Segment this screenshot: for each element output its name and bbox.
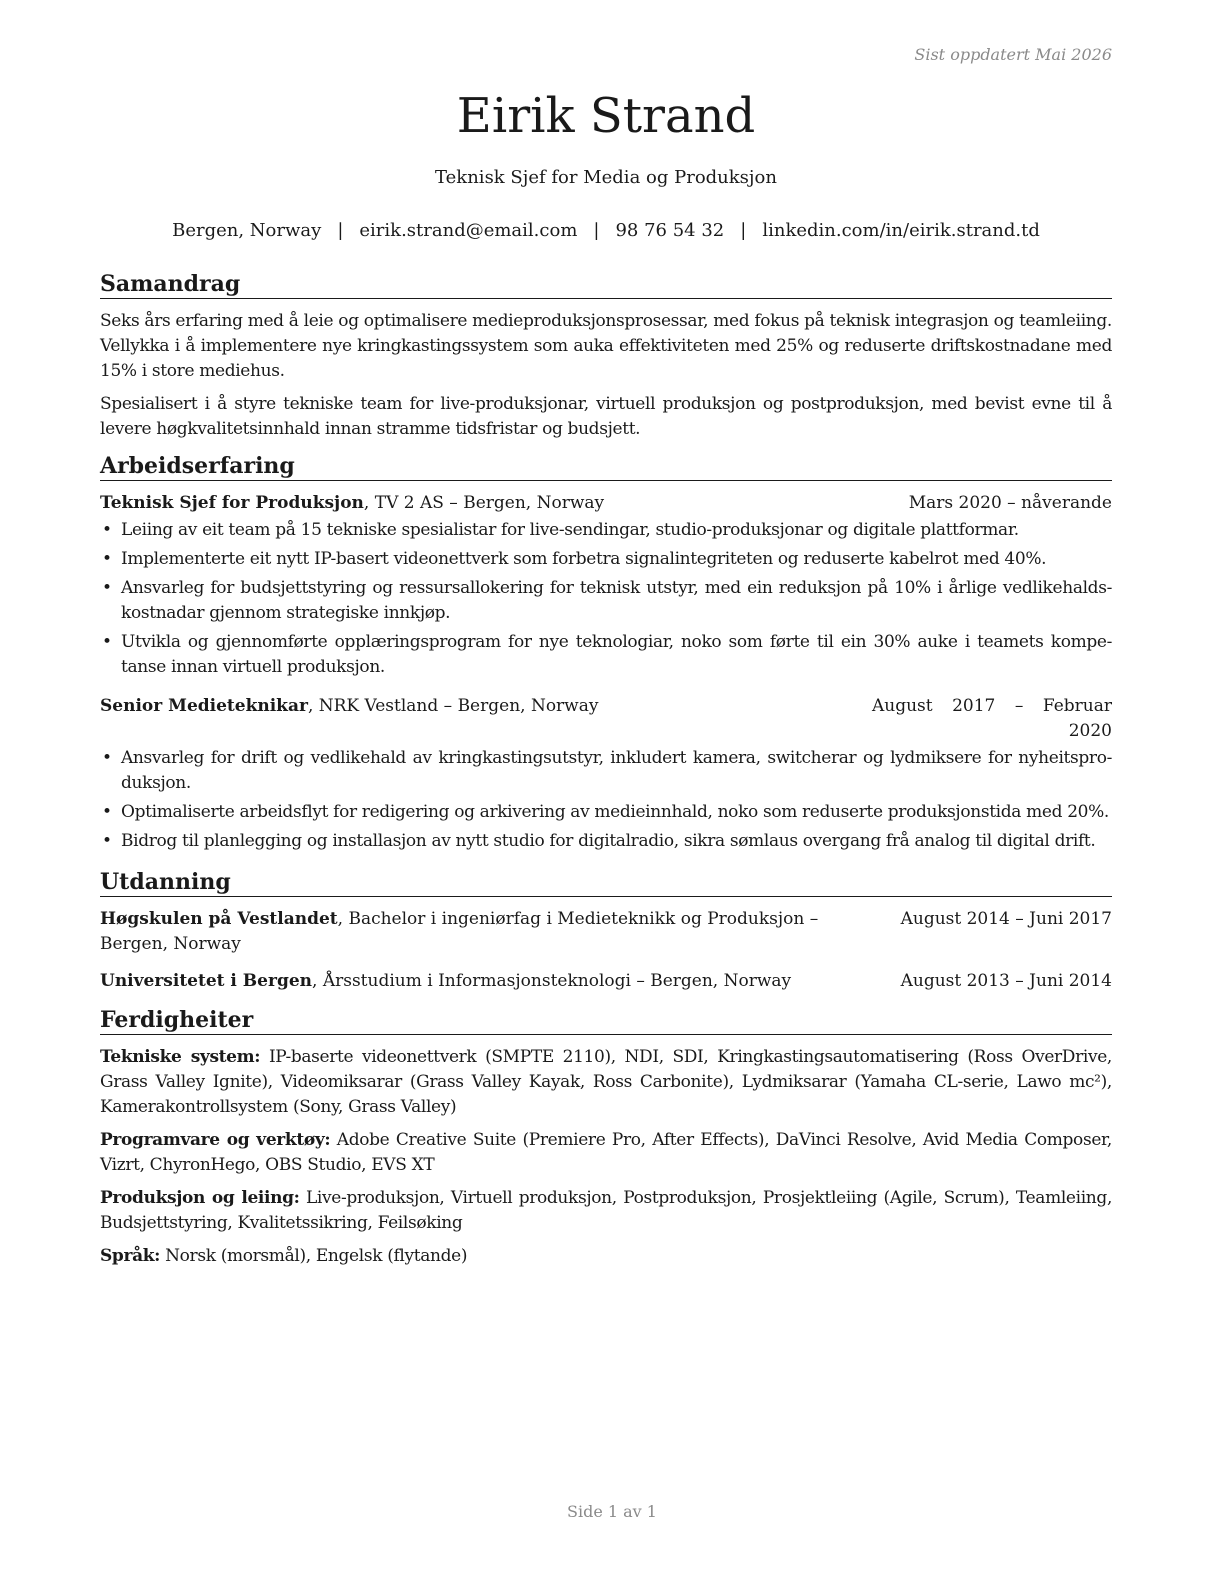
experience-section (100, 452, 1112, 854)
job-header (100, 694, 1112, 744)
education-entry (100, 907, 1112, 957)
section-title-skills: Ferdigheiter (100, 1006, 1112, 1035)
job-bullet-text: Utvikla og gjennomførte opplæringsprogram for nye teknologiar, noko som førte til ein 30% auke i teamets kompe-tanse innan virtuell produksjon. (121, 632, 1112, 677)
section-title-experience: Arbeidserfaring (100, 452, 1112, 481)
bullet-marker: • (102, 578, 112, 598)
job-bullet (100, 829, 1112, 854)
job-bullets (100, 518, 1112, 680)
resume-content (100, 270, 1112, 1279)
education-dates: August 2014 – Juni 2017 (900, 909, 1112, 929)
skill-group (100, 1128, 1112, 1178)
skill-group (100, 1186, 1112, 1236)
job-dates: August 2017 – Februar 2020 (872, 696, 1112, 741)
job-employer: , NRK Vestland – Bergen, Norway (307, 696, 599, 716)
education-detail: , Årsstudium i Informasjonsteknologi – Bergen, Norway (312, 971, 792, 991)
job-bullet (100, 576, 1112, 626)
contact-linkedin[interactable]: linkedin.com/in/eirik.strand.td (762, 220, 1040, 241)
job-employer: , TV 2 AS – Bergen, Norway (363, 493, 605, 513)
education-detail: , Bachelor i ingeniørfag i Medieteknikk og Produksjon – Bergen, Norway (100, 909, 819, 954)
bullet-marker: • (102, 549, 112, 569)
section-title-summary: Samandrag (100, 270, 1112, 299)
education-dates: August 2013 – Juni 2014 (900, 971, 1112, 991)
job-bullet (100, 630, 1112, 680)
job-bullet-text: Optimaliserte arbeidsflyt for redigering og arkivering av medieinnhald, noko som reduserte produksjonstida med 20%. (121, 802, 1109, 822)
job-bullet-text: Leiing av eit team på 15 tekniske spesialistar for live-sendingar, studio-produksjonar og digitale plattformar. (121, 520, 1019, 540)
bullet-marker: • (102, 802, 112, 822)
job-entry (100, 491, 1112, 680)
education-entry (100, 969, 1112, 994)
education-school: Universitetet i Bergen (100, 971, 313, 991)
skill-text: Adobe Creative Suite (Premiere Pro, After Effects), DaVinci Resolve, Avid Media Composer, Vizrt, ChyronHego, OBS Studio, EVS XT (100, 1130, 1112, 1175)
contact-separator: | (593, 220, 600, 241)
job-bullet (100, 547, 1112, 572)
summary-paragraph: Seks års erfaring med å leie og optimalisere medieproduksjonsprosessar, med fokus på teknisk integrasjon og teamleiing. Vellykka i å implementere nye kringkastingssystem som auka effektiviteten med 25% og reduserte driftskostnadane med 15% i store mediehus. (100, 311, 1112, 381)
page-number: Side 1 av 1 (567, 1502, 657, 1521)
job-bullet-text: Bidrog til planlegging og installasjon av nytt studio for digitalradio, sikra sømlaus overgang frå analog til digital drift. (121, 831, 1096, 851)
skill-group (100, 1045, 1112, 1120)
job-dates: Mars 2020 – nåverande (908, 493, 1112, 513)
skill-group (100, 1244, 1112, 1269)
summary-paragraph: Spesialisert i å styre tekniske team for live-produksjonar, virtuell produksjon og postproduksjon, med bevist evne til å levere høgkvalitetsinnhald innan stramme tidsfristar og budsjett. (100, 394, 1112, 439)
contact-location: Bergen, Norway (172, 220, 322, 241)
contact-separator: | (740, 220, 747, 241)
skill-label: Produksjon og leiing: (100, 1188, 300, 1208)
contact-line (100, 219, 1112, 243)
skill-label: Tekniske system: (100, 1047, 261, 1067)
skill-text: IP-baserte videonettverk (SMPTE 2110), NDI, SDI, Kringkastingsautomatisering (Ross OverDrive, Grass Valley Ignite), Videomiksarar (Grass Valley Kayak, Ross Carbonite), Lydmiksarar (Yamaha CL-serie, Lawo mc²), Kamerakontrollsystem (Sony, Grass Valley) (100, 1047, 1112, 1117)
education-heading (100, 969, 901, 994)
candidate-title: Teknisk Sjef for Media og Produksjon (435, 167, 777, 188)
skill-text: Live-produksjon, Virtuell produksjon, Postproduksjon, Prosjektleiing (Agile, Scrum), Teamleiing, Budsjettstyring, Kvalitetssikring, Feilsøking (100, 1188, 1112, 1233)
contact-phone: 98 76 54 32 (615, 220, 725, 241)
section-title-education: Utdanning (100, 868, 1112, 897)
education-section (100, 868, 1112, 994)
job-heading (100, 694, 872, 719)
job-role: Senior Medieteknikar (100, 696, 308, 716)
job-bullet-text: Implementerte eit nytt IP-basert videonettverk som forbetra signalintegriteten og reduserte kabelrot med 40%. (121, 549, 1047, 569)
skill-text: Norsk (morsmål), Engelsk (flytande) (160, 1246, 468, 1266)
last-updated: Sist oppdatert Mai 2026 (914, 45, 1112, 64)
skill-label: Programvare og verktøy: (100, 1130, 331, 1150)
job-entry (100, 694, 1112, 854)
job-bullet (100, 518, 1112, 543)
skills-section (100, 1006, 1112, 1269)
education-heading (100, 907, 901, 957)
bullet-marker: • (102, 748, 112, 768)
candidate-name: Eirik Strand (456, 88, 756, 144)
job-header (100, 491, 1112, 516)
job-bullet (100, 746, 1112, 796)
job-bullet (100, 800, 1112, 825)
bullet-marker: • (102, 831, 112, 851)
job-bullet-text: Ansvarleg for budsjettstyring og ressursallokering for teknisk utstyr, med ein reduksjon på 10% i årlige vedlikehalds-kostnadar gjennom strategiske innkjøp. (121, 578, 1112, 623)
summary-section (100, 270, 1112, 442)
skill-label: Språk: (100, 1246, 161, 1266)
contact-separator: | (337, 220, 344, 241)
contact-email[interactable]: eirik.strand@email.com (359, 220, 578, 241)
job-heading (100, 491, 909, 516)
job-bullet-text: Ansvarleg for drift og vedlikehald av kringkastingsutstyr, inkludert kamera, switcherar og lydmiksere for nyheitspro-duksjon. (121, 748, 1112, 793)
job-bullets (100, 746, 1112, 854)
education-school: Høgskulen på Vestlandet (100, 909, 338, 929)
bullet-marker: • (102, 520, 112, 540)
job-role: Teknisk Sjef for Produksjon (100, 493, 364, 513)
bullet-marker: • (102, 632, 112, 652)
